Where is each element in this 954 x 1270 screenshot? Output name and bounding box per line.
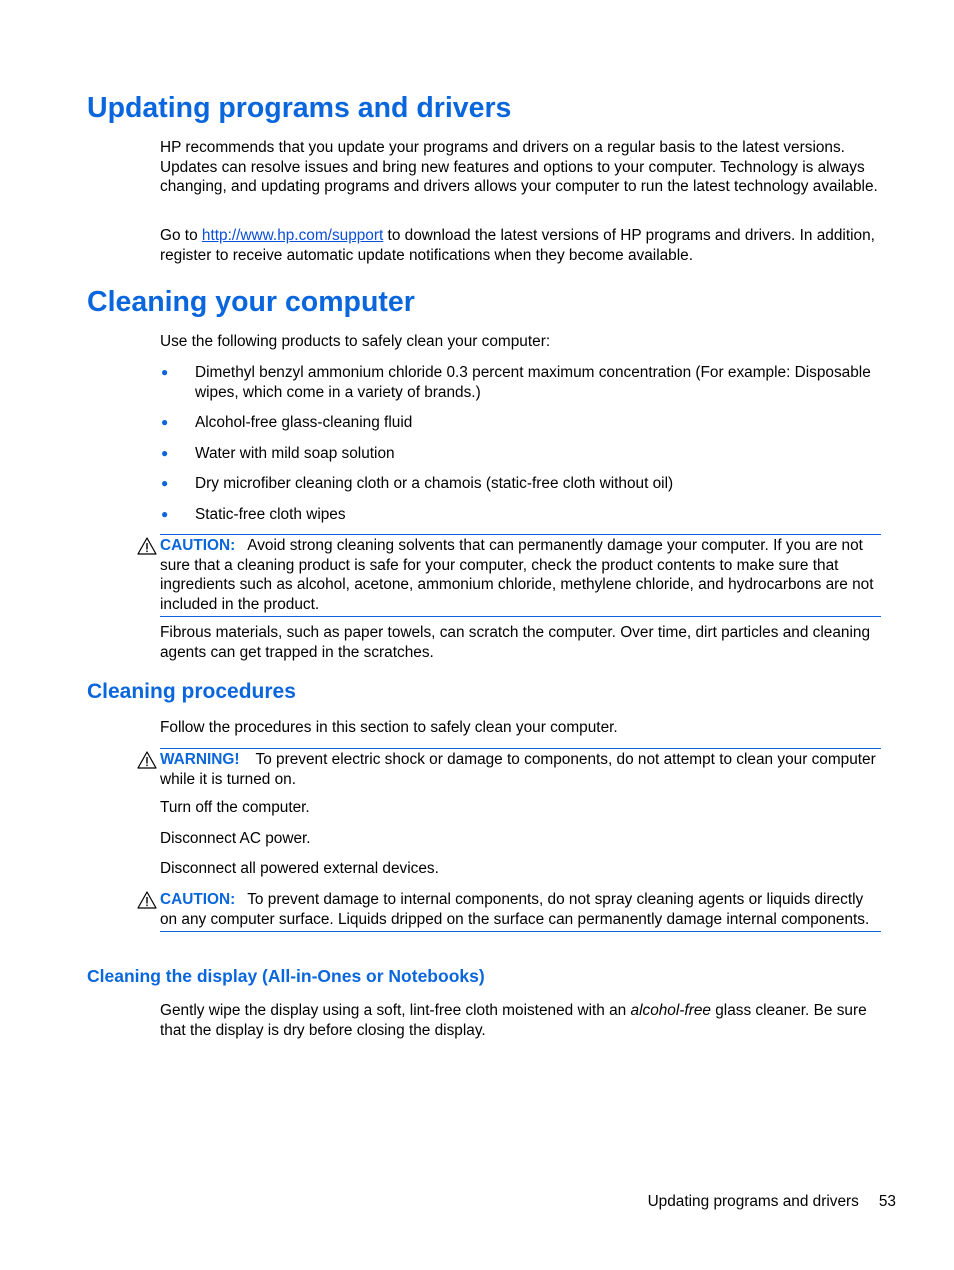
list-item-text: Static-free cloth wipes — [195, 505, 346, 523]
bullet-icon: ● — [161, 365, 169, 379]
bullet-icon: ● — [161, 506, 169, 521]
warning-triangle-icon — [137, 537, 157, 555]
paragraph-cleaning-intro: Use the following products to safely clean your computer: — [160, 333, 551, 350]
warning-text: To prevent electric shock or damage to components, do not attempt to clean your computer while it is turned on. — [160, 751, 876, 788]
list-item-text: Alcohol-free glass-cleaning fluid — [195, 414, 413, 431]
caution-notice-solvents — [160, 534, 881, 617]
heading-cleaning-display: Cleaning the display (All-in-Ones or Notebooks) — [87, 966, 485, 986]
paragraph-fibrous-materials: Fibrous materials, such as paper towels, can scratch the computer. Over time, dirt particles and cleaning agents can get trapped in the scratches. — [160, 624, 870, 661]
step-disconnect-devices: Disconnect all powered external devices. — [160, 860, 439, 877]
warning-triangle-icon — [137, 891, 157, 909]
footer-title: Updating programs and drivers — [647, 1193, 859, 1210]
caution-text: Avoid strong cleaning solvents that can permanently damage your computer. If you are not sure that a cleaning product is safe for your computer, check the product contents to make sure that ingredients such as alcohol, acetone, ammonium chloride, methylene chloride, and hydrocarbons are not included in the product. — [160, 537, 874, 613]
step-turn-off: Turn off the computer. — [160, 799, 310, 816]
paragraph-go-to-support — [160, 226, 882, 265]
list-item-text: Dry microfiber cleaning cloth or a chamois (static-free cloth without oil) — [195, 475, 674, 492]
go-to-text: Go to — [160, 227, 202, 244]
caution-label: CAUTION: — [160, 891, 236, 908]
step-disconnect-ac: Disconnect AC power. — [160, 830, 311, 847]
list-item — [160, 444, 882, 464]
caution-text: To prevent damage to internal components, do not spray cleaning agents or liquids directly on any computer surface. Liquids dripped on the surface can permanently damage internal components. — [160, 891, 870, 928]
heading-updating-programs: Updating programs and drivers — [87, 92, 512, 124]
bullet-icon: ● — [161, 415, 169, 429]
list-item — [160, 413, 882, 433]
page-footer — [648, 1192, 896, 1212]
list-item — [160, 505, 882, 525]
list-item-text: Water with mild soap solution — [195, 444, 395, 462]
download-text: to download the latest versions of HP programs and drivers. In addition, register to receive automatic update notifications when they become available. — [160, 227, 875, 264]
caution-notice-spray — [160, 889, 881, 932]
page-number: 53 — [878, 1193, 896, 1210]
bullet-icon: ● — [161, 476, 169, 490]
hp-support-link[interactable]: http://www.hp.com/support — [201, 227, 384, 244]
warning-triangle-icon — [137, 751, 157, 769]
caution-label: CAUTION: — [160, 537, 236, 554]
heading-cleaning-procedures: Cleaning procedures — [87, 680, 296, 703]
paragraph-procedures-intro: Follow the procedures in this section to safely clean your computer. — [160, 719, 618, 736]
display-text-start: Gently wipe the display using a soft, lint-free cloth moistened with an — [160, 1002, 631, 1019]
cleaning-products-list — [160, 363, 882, 524]
list-item — [160, 363, 882, 402]
paragraph-update-recommendation: HP recommends that you update your programs and drivers on a regular basis to the latest versions. Updates can resolve issues and bring new features and options to your computer. Technology is always changing, and updating programs and drivers allows your computer to run the latest technology available. — [160, 139, 878, 195]
list-item — [160, 474, 882, 494]
paragraph-cleaning-display — [160, 1001, 882, 1040]
bullet-icon: ● — [161, 445, 169, 460]
heading-cleaning-your-computer: Cleaning your computer — [87, 286, 415, 318]
list-item-text: Dimethyl benzyl ammonium chloride 0.3 percent maximum concentration (For example: Disposable wipes, which come in a variety of brands.) — [195, 364, 871, 401]
alcohol-free-emphasis: alcohol-free — [630, 1002, 711, 1019]
display-text-end: glass cleaner. Be sure that the display is dry before closing the display. — [160, 1002, 867, 1039]
warning-label: WARNING! — [160, 751, 240, 768]
warning-notice-electric-shock — [160, 748, 881, 791]
